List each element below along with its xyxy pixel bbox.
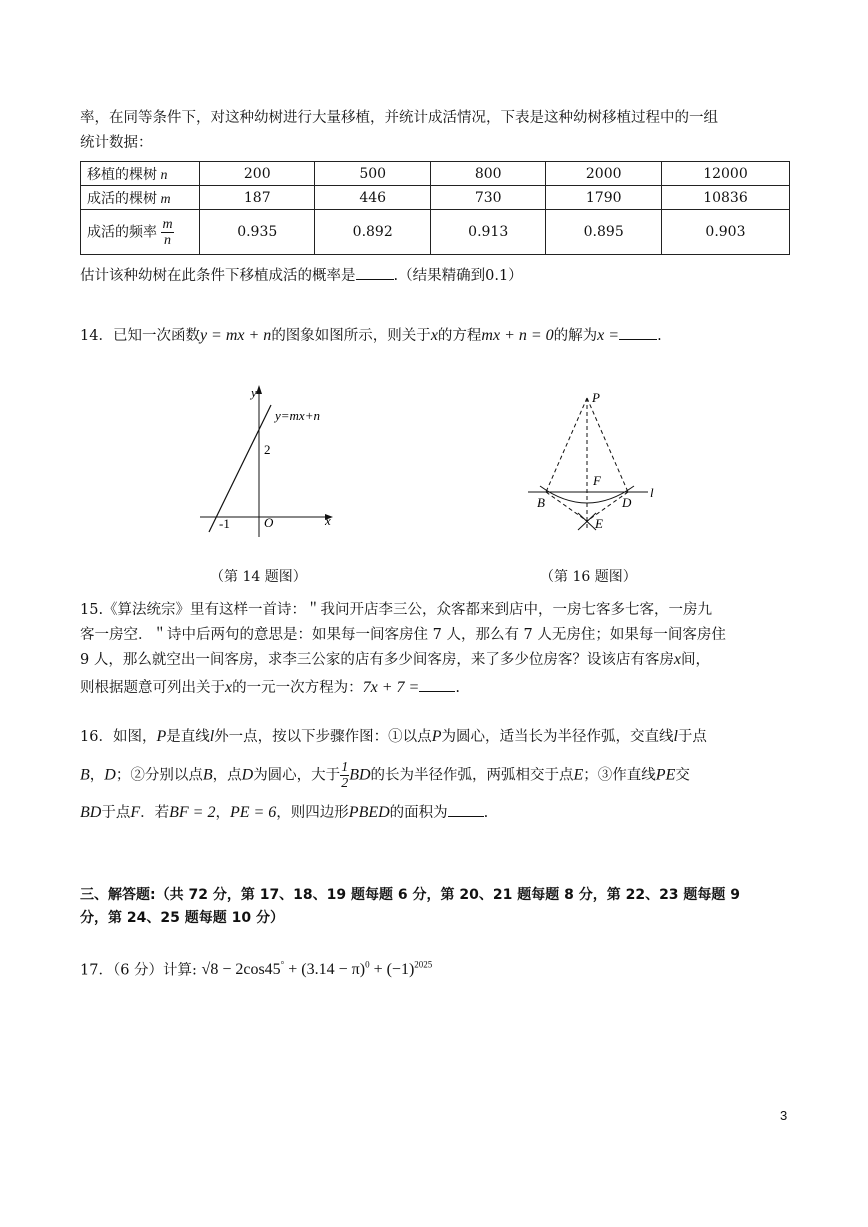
q16-line-3: BD于点F．若BF = 2，PE = 6，则四边形PBED的面积为 .	[80, 804, 489, 821]
answer-blank	[356, 265, 394, 280]
table-cell: 800	[430, 162, 545, 186]
fraction-m-over-n: $\frac{m}{n}$	[162, 216, 173, 248]
table-cell: 12000	[661, 162, 789, 186]
q17-text: 17．（6 分）计算: $√8 - 2\cos 45^\circ + (3.14 - \pi)^0 + (-1)^{2025}$	[80, 960, 433, 979]
table-cell: 446	[315, 186, 430, 210]
table-cell: 0.892	[315, 210, 430, 255]
page-number: 3	[780, 1108, 788, 1123]
q15-line-4: 则根据题意可列出关于x的一元一次方程为：7x + 7 = .	[80, 679, 460, 696]
table-cell: 0.895	[546, 210, 661, 255]
y-axis-label: y	[251, 385, 257, 400]
q13-answer-line: 估计该种幼树在此条件下移植成活的概率是 .（结果精确到0.1）	[80, 265, 523, 286]
q14-text: 14．已知一次函数y = mx + n的图象如图所示，则关于x的方程mx + n = 0的解为x = .	[80, 327, 662, 344]
point-p-label: P	[592, 390, 600, 405]
table-cell: 2000	[546, 162, 661, 186]
table-cell: 0.935	[200, 210, 315, 255]
line-label: y=mx+n	[275, 408, 320, 423]
answer-blank	[419, 677, 455, 692]
intro-line-2: 统计数据：	[80, 135, 153, 151]
fraction-one-half: $\frac{1}{2}$	[341, 760, 349, 791]
table-cell: 10836	[661, 186, 789, 210]
figure-14-caption: （第 14 题图）	[210, 569, 307, 585]
arc-bd	[540, 486, 634, 503]
segment-pb	[546, 398, 587, 492]
q16-line-1: 16．如图，P是直线l外一点，按以下步骤作图：①以点P为圆心，适当长为半径作弧，交直线l于点	[80, 728, 707, 745]
point-b-label: B	[537, 495, 545, 510]
q17-expression: $√8 - 2\cos 45^\circ + (3.14 - \pi)^0 + (-1)^{2025}$	[201, 960, 433, 979]
section-3-heading-line-1: 三、解答题:（共 72 分，第 17、18、19 题每题 6 分，第 20、21 题每题 8 分，第 22、23 题每题 9	[80, 887, 741, 903]
point-e-label: E	[595, 516, 603, 531]
segment-be	[546, 492, 587, 521]
table-cell: 1790	[546, 186, 661, 210]
table-cell: 500	[315, 162, 430, 186]
point-d-label: D	[622, 495, 632, 510]
intro-line-1: 率，在同等条件下，对这种幼树进行大量移植，并统计成活情况，下表是这种幼树移植过程中的一组	[80, 110, 718, 126]
table-cell: 200	[200, 162, 315, 186]
table-cell: 0.903	[661, 210, 789, 255]
row-label: 成活的棵树 m	[81, 186, 200, 210]
figure-16-caption: （第 16 题图）	[540, 569, 637, 585]
transplant-stats-table	[80, 161, 790, 255]
section-3-heading-line-2: 分，第 24、25 题每题 10 分）	[80, 910, 284, 926]
function-line	[209, 405, 271, 532]
line-l-label: l	[650, 485, 654, 500]
y-intercept-label: 2	[264, 442, 271, 457]
table-row	[81, 210, 790, 255]
x-intercept-label: -1	[219, 516, 230, 531]
origin-label: O	[264, 515, 274, 530]
q16-line-2: B，D；②分别以点B，点D为圆心，大于 $\frac{1}{2}$ BD的长为半径作弧，两弧相交于点E；③作直线PE交	[80, 760, 690, 791]
figure-16-construction	[520, 380, 670, 540]
q15-line-2: 客一房空．＂诗中后两句的意思是：如果每一间客房住 7 人，那么有 7 人无房住；如果每一间客房住	[80, 627, 726, 643]
answer-blank	[619, 325, 657, 340]
table-row	[81, 162, 790, 186]
point-f-label: F	[593, 473, 601, 488]
table-cell: 187	[200, 186, 315, 210]
row-label: 成活的频率 $\frac{m}{n}$	[81, 210, 200, 255]
table-cell: 0.913	[430, 210, 545, 255]
table-row	[81, 186, 790, 210]
table-cell: 730	[430, 186, 545, 210]
q15-line-3: 9 人，那么就空出一间客房，求李三公家的店有多少间客房，来了多少位房客？设该店有客房x间，	[80, 651, 710, 668]
y-axis-arrow-icon	[256, 385, 262, 394]
q15-line-1: 15.《算法统宗》里有这样一首诗：＂我问开店李三公，众客都来到店中，一房七客多七客，一房九	[80, 602, 713, 618]
x-axis-label: x	[325, 513, 331, 528]
row-label: 移植的棵树 n	[81, 162, 200, 186]
figure-14-graph	[195, 380, 345, 540]
answer-blank	[448, 802, 484, 817]
